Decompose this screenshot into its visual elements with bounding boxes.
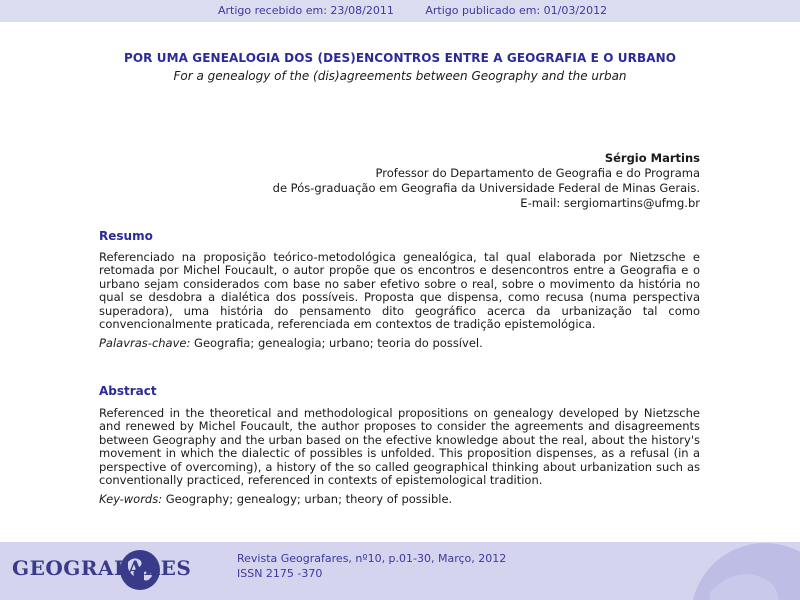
author-email[interactable]: E-mail: sergiomartins@ufmg.br [520,196,700,210]
journal-citation: Revista Geografares, nº10, p.01-30, Março, 2012 [237,552,507,565]
resumo-keywords-label: Palavras-chave: [99,336,191,350]
article-subtitle: For a genealogy of the (dis)agreements between Geography and the urban [173,69,627,83]
article-dates [218,4,635,17]
resumo-keywords-value: Geografia; genealogia; urbano; teoria do possível. [194,336,483,350]
header-band [0,0,800,22]
resumo-heading: Resumo [99,229,153,243]
journal-info [237,551,506,581]
journal-logo: GEOGRAFARES [12,556,192,580]
abstract-heading: Abstract [99,384,157,398]
footer-band [0,542,800,600]
received-date: Artigo recebido em: 23/08/2011 [218,4,394,17]
author-affiliation-2: de Pós-graduação em Geografia da Universidade Federal de Minas Gerais. [272,181,700,195]
author-block [273,151,700,211]
abstract-keywords-value: Geography; genealogy; urban; theory of possible. [165,492,453,506]
abstract-keywords-label: Key-words: [99,492,163,506]
decorative-globe-icon [690,542,800,600]
journal-issn: ISSN 2175 -370 [237,567,323,580]
article-title: POR UMA GENEALOGIA DOS (DES)ENCONTROS ENTRE A GEOGRAFIA E O URBANO [123,51,677,65]
author-affiliation-1: Professor do Departamento de Geografia e do Programa [375,166,700,180]
resumo-keywords [99,336,700,350]
published-date: Artigo publicado em: 01/03/2012 [425,4,608,17]
resumo-text: Referenciado na proposição teórico-metodológica genealógica, tal qual elaborada por Nietzsche e retomada por Michel Foucault, o autor propõe que os encontros e desencontros entre a Geografia e o urbano sejam considerados com base no saber efetivo sobre o real, sobre o movimento da história no qual se desdobra a dialética dos possíveis. Proposta que dispensa, como recusa (numa perspectiva superadora), uma história do pensamento dito geográfico acerca da urbanização tal como convencionalmente praticada, referenciada em contextos de tradição epistemológica. [99,250,700,332]
author-name: Sérgio Martins [604,151,700,165]
abstract-text: Referenced in the theoretical and methodological propositions on genealogy developed by Nietzsche and renewed by Michel Foucault, the author proposes to consider the agreements and disagreements between Geography and the urban based on the efective knowledge about the real, about the history's movement in which the dialectic of possibles is unfolded. This proposition dispenses, as a refusal (in a perspective of overcoming), a history of the so called geographical thinking about urbanization such as conventionally practiced, referenced in contexts of epistemological tradition. [99,406,700,488]
abstract-keywords [99,492,700,506]
